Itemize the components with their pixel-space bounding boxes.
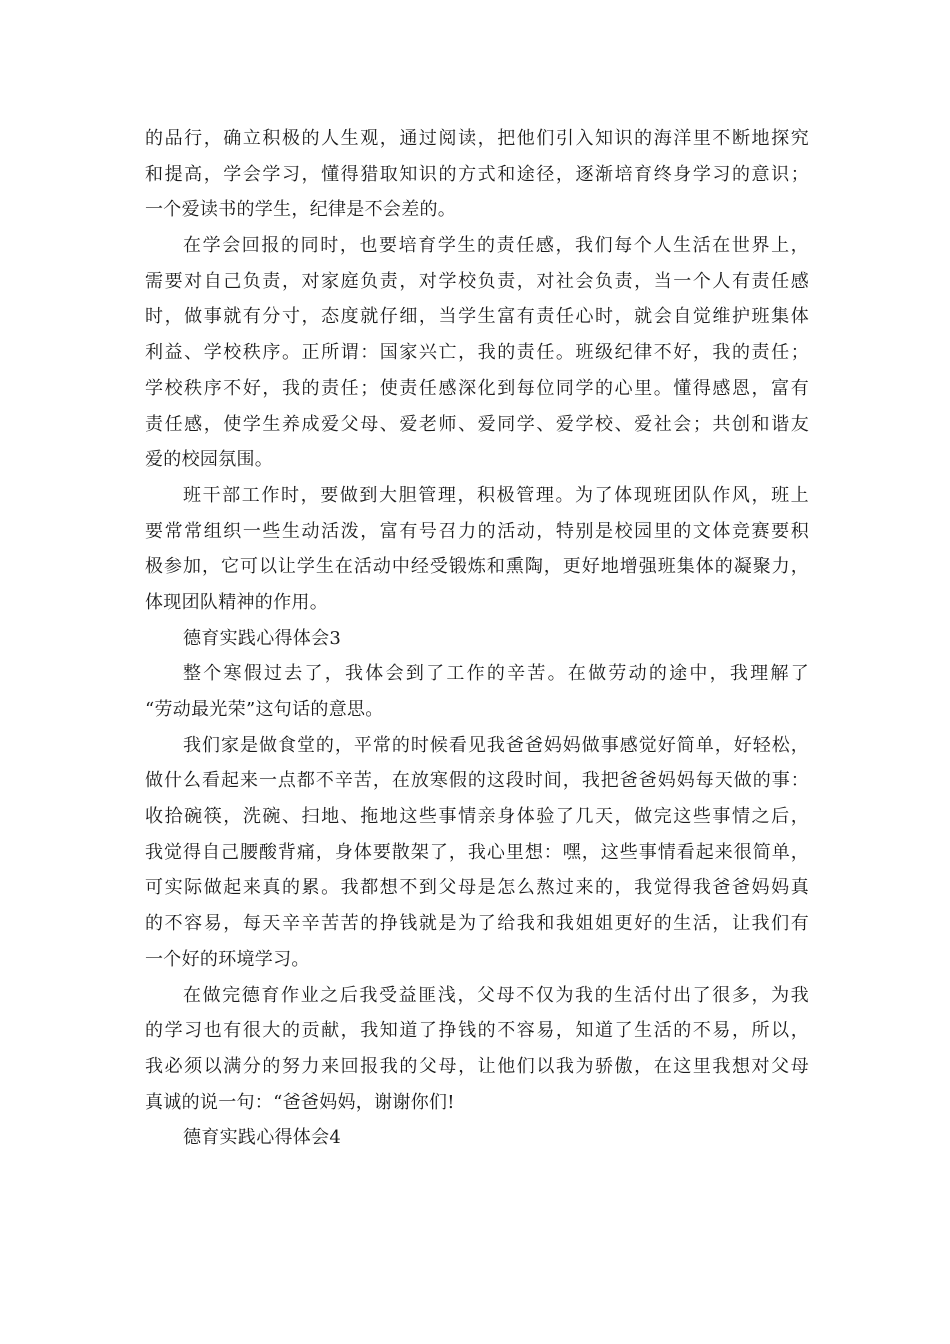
text-line: 整个寒假过去了，我体会到了工作的辛苦。在做劳动的途中，我理解了 [183,663,809,685]
text-line: 做什么看起来一点都不辛苦，在放寒假的这段时间，我把爸爸妈妈每天做的事： [145,770,809,792]
text-line: 时，做事就有分寸，态度就仔细，当学生富有责任心时，就会自觉维护班集体 [145,306,809,328]
text-line: 要常常组织一些生动活泼，富有号召力的活动，特别是校园里的文体竞赛要积 [145,520,809,542]
text-line: 极参加，它可以让学生在活动中经受锻炼和熏陶，更好地增强班集体的凝聚力， [145,556,809,578]
text-line: 爱的校园氛围。 [145,449,274,471]
text-line: 学校秩序不好，我的责任；使责任感深化到每位同学的心里。懂得感恩，富有 [145,377,809,399]
text-line: 利益、学校秩序。正所谓：国家兴亡，我的责任。班级纪律不好，我的责任； [145,342,809,364]
text-line: 在做完德育作业之后我受益匪浅，父母不仅为我的生活付出了很多，为我 [183,984,809,1006]
text-line: 一个爱读书的学生，纪律是不会差的。 [145,199,457,221]
text-line: 在学会回报的同时，也要培育学生的责任感，我们每个人生活在世界上， [183,235,809,257]
section-heading: 德育实践心得体会3 [183,627,342,649]
section-heading: 德育实践心得体会4 [183,1127,342,1149]
text-line: 可实际做起来真的累。我都想不到父母是怎么熬过来的，我觉得我爸爸妈妈真 [145,877,809,899]
text-line: 我们家是做食堂的，平常的时候看见我爸爸妈妈做事感觉好简单，好轻松， [183,734,809,756]
text-line: 真诚的说一句：“爸爸妈妈，谢谢你们! [145,1091,455,1113]
text-line: “劳动最光荣”这句话的意思。 [145,699,384,720]
text-line: 的不容易，每天辛辛苦苦的挣钱就是为了给我和我姐姐更好的生活，让我们有 [145,913,809,935]
text-line: 我必须以满分的努力来回报我的父母，让他们以我为骄傲，在这里我想对父母 [145,1055,809,1077]
text-line: 班干部工作时，要做到大胆管理，积极管理。为了体现班团队作风，班上 [183,484,809,506]
text-line: 收拾碗筷，洗碗、扫地、拖地这些事情亲身体验了几天，做完这些事情之后， [145,806,809,828]
text-line: 的学习也有很大的贡献，我知道了挣钱的不容易，知道了生活的不易，所以， [145,1020,809,1042]
text-line: 我觉得自己腰酸背痛，身体要散架了，我心里想：嘿，这些事情看起来很简单， [145,841,809,863]
text-line: 责任感，使学生养成爱父母、爱老师、爱同学、爱学校、爱社会；共创和谐友 [145,413,809,435]
document-body [145,121,809,1156]
text-line: 体现团队精神的作用。 [145,591,328,613]
text-line: 的品行，确立积极的人生观，通过阅读，把他们引入知识的海洋里不断地探究 [145,128,809,149]
text-line: 和提高，学会学习，懂得猎取知识的方式和途径，逐渐培育终身学习的意识； [145,163,809,185]
text-line: 需要对自己负责，对家庭负责，对学校负责，对社会负责，当一个人有责任感 [145,270,809,292]
text-line: 一个好的环境学习。 [145,948,310,970]
